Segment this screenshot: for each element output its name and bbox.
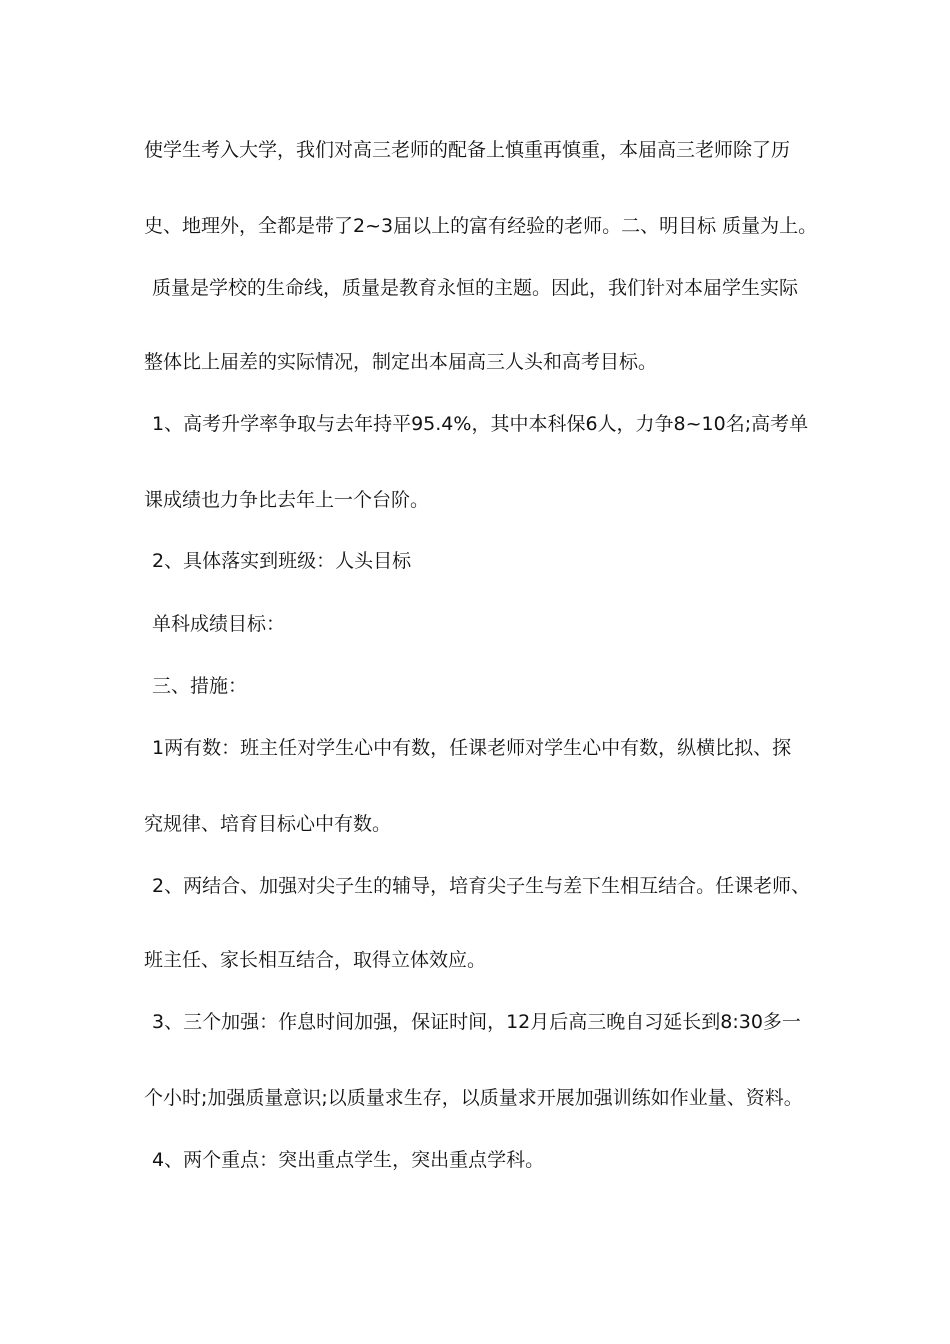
paragraph-line: 课成绩也力争比去年上一个台阶。 — [144, 489, 430, 511]
paragraph-line: 使学生考入大学，我们对高三老师的配备上慎重再慎重，本届高三老师除了历 — [144, 139, 791, 161]
paragraph-line: 整体比上届差的实际情况，制定出本届高三人头和高考目标。 — [144, 351, 658, 373]
section-heading: 三、措施： — [152, 675, 248, 697]
list-item: 1、高考升学率争取与去年持平95.4%，其中本科保6人，力争8~10名;高考单 — [152, 413, 809, 435]
paragraph-line: 班主任、家长相互结合，取得立体效应。 — [144, 949, 487, 971]
paragraph-line: 质量是学校的生命线，质量是教育永恒的主题。因此，我们针对本届学生实际 — [152, 277, 799, 299]
list-item: 4、两个重点：突出重点学生，突出重点学科。 — [152, 1149, 545, 1171]
list-item: 2、具体落实到班级：人头目标 — [152, 550, 412, 572]
paragraph-line: 个小时;加强质量意识;以质量求生存，以质量求开展加强训练如作业量、资料。 — [144, 1087, 803, 1109]
paragraph-line: 史、地理外，全都是带了2~3届以上的富有经验的老师。二、明目标 质量为上。 — [144, 215, 818, 237]
list-item: 3、三个加强：作息时间加强，保证时间，12月后高三晚自习延长到8:30多一 — [152, 1011, 801, 1033]
paragraph-line: 究规律、培育目标心中有数。 — [144, 813, 392, 835]
list-item: 2、两结合、加强对尖子生的辅导，培育尖子生与差下生相互结合。任课老师、 — [152, 875, 811, 897]
paragraph-line: 单科成绩目标： — [152, 613, 286, 635]
list-item: 1两有数：班主任对学生心中有数，任课老师对学生心中有数，纵横比拟、探 — [152, 737, 792, 759]
